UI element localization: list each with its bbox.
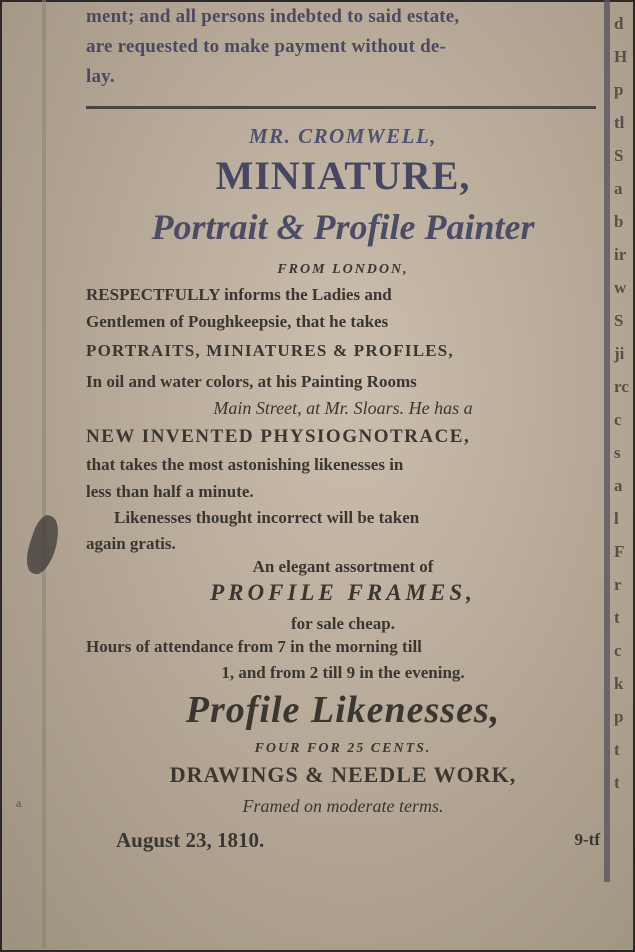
ad-date: August 23, 1810. (116, 828, 265, 852)
adjacent-column-fragment: d (614, 14, 624, 33)
adjacent-column-fragment: S (614, 311, 624, 330)
ad-text-line: again gratis. (86, 534, 176, 553)
adjacent-column-fragment: k (614, 674, 624, 693)
ad-subtitle: Portrait & Profile Painter (151, 207, 535, 247)
adjacent-column-fragment: rc (614, 377, 629, 396)
ad-text-line: Likenesses thought incorrect will be taken (114, 508, 420, 527)
ad-framed-line: Framed on moderate terms. (242, 796, 444, 816)
ad-text-line: Main Street, at Mr. Sloars. He has a (213, 398, 473, 418)
ad-mr-line: MR. CROMWELL, (248, 124, 438, 148)
ad-from: FROM LONDON, (277, 262, 409, 277)
page-edge-shadow (42, 0, 46, 948)
adjacent-column-fragment: ir (614, 245, 627, 264)
adjacent-column-fragment: c (614, 410, 622, 429)
adjacent-column-fragment: tl (614, 113, 625, 132)
adjacent-column-fragment: c (614, 641, 622, 660)
ad-text-line: In oil and water colors, at his Painting Rooms (86, 372, 417, 391)
adjacent-column-fragment: s (614, 443, 621, 462)
ad-drawings-line: DRAWINGS & NEEDLE WORK, (169, 762, 517, 787)
advertisement-column (86, 0, 600, 948)
ad-text-line: RESPECTFULLY informs the Ladies and (86, 285, 392, 304)
separator-rule (86, 106, 596, 109)
ad-text-line: NEW INVENTED PHYSIOGNOTRACE, (86, 426, 471, 447)
adjacent-column-fragment: a (614, 476, 623, 495)
ad-text-line: 1, and from 2 till 9 in the evening. (221, 663, 465, 682)
adjacent-column-fragment: t (614, 740, 620, 759)
adjacent-column-fragment: S (614, 146, 624, 165)
column-rule (604, 0, 610, 882)
adjacent-column-fragment: r (614, 575, 622, 594)
left-margin-mark: a (16, 796, 22, 810)
notice-line-1: ment; and all persons indebted to said estate, (86, 6, 460, 27)
notice-line-3: lay. (86, 66, 115, 87)
adjacent-column-fragment: F (614, 542, 625, 561)
ad-text-line: Gentlemen of Poughkeepsie, that he takes (86, 312, 389, 331)
ad-code: 9-tf (574, 830, 600, 849)
ad-text-line: Hours of attendance from 7 in the morning till (86, 637, 422, 656)
ad-text-line: less than half a minute. (86, 482, 254, 501)
ad-price-line: FOUR FOR 25 CENTS. (254, 741, 432, 756)
adjacent-column-fragment: t (614, 773, 620, 792)
ad-title: MINIATURE, (215, 153, 471, 198)
ad-profile-frames: PROFILE FRAMES, (210, 580, 476, 605)
adjacent-column-fragment: p (614, 707, 624, 726)
ad-text-line: An elegant assortment of (252, 557, 434, 576)
ad-text-line: that takes the most astonishing likenesses in (86, 455, 404, 474)
ad-text-line: for sale cheap. (290, 614, 396, 633)
ad-profile-likenesses: Profile Likenesses, (185, 689, 501, 731)
adjacent-column-fragment: t (614, 608, 620, 627)
adjacent-column-fragment: l (614, 509, 619, 528)
adjacent-column-fragment: H (614, 47, 628, 66)
adjacent-column-fragment: ji (614, 344, 625, 363)
adjacent-column-fragment: a (614, 179, 623, 198)
adjacent-column-fragment: b (614, 212, 624, 231)
notice-line-2: are requested to make payment without de- (86, 36, 447, 57)
adjacent-column-fragment: p (614, 80, 624, 99)
ad-text-line: PORTRAITS, MINIATURES & PROFILES, (86, 341, 454, 360)
adjacent-column-fragment: w (614, 278, 627, 297)
